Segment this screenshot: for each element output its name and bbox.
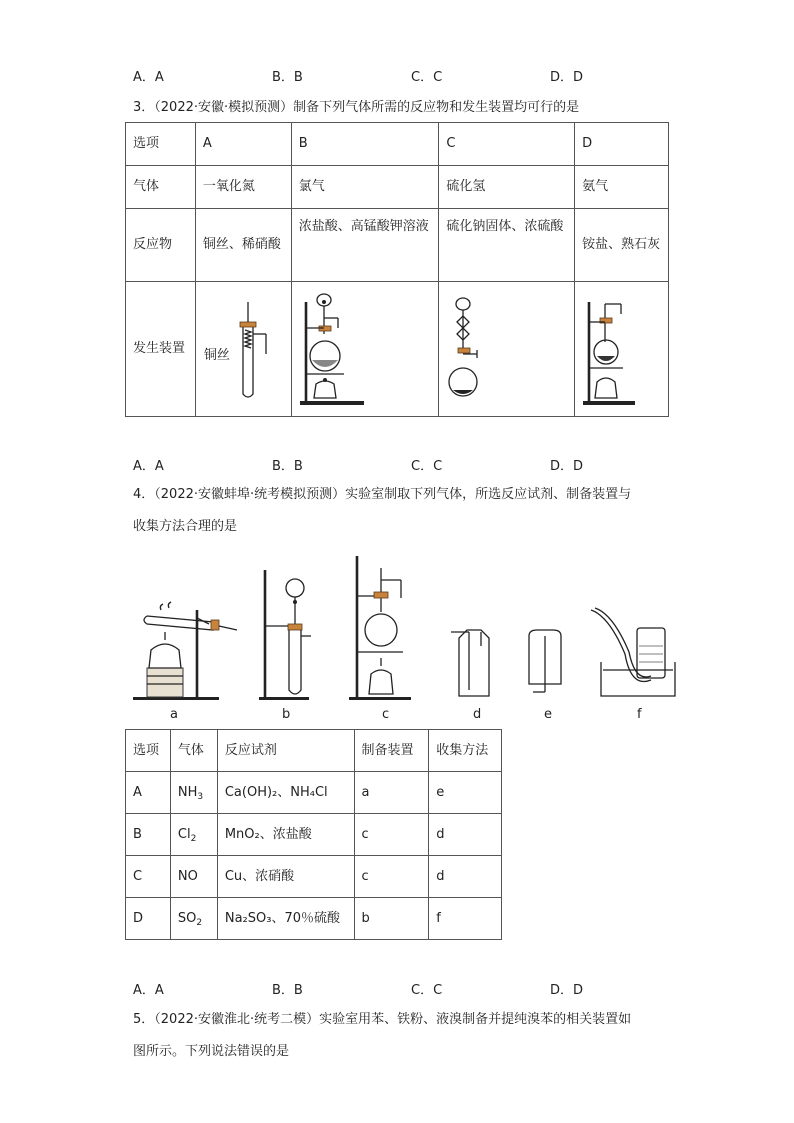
flask-funnel-burner-apparatus-b: [292, 282, 440, 412]
gas-formula: Cl: [177, 826, 191, 842]
table-row: [126, 856, 502, 898]
table-cell: [195, 282, 291, 417]
table-cell: D: [126, 898, 171, 940]
table-cell: [170, 772, 217, 814]
option-b[interactable]: B．B: [272, 70, 303, 85]
table-cell: d: [429, 814, 502, 856]
apparatus-d: [451, 630, 489, 696]
option-a[interactable]: A．A: [133, 983, 164, 998]
answer-options-q3: [133, 455, 693, 474]
gas-subscript: 3: [197, 791, 204, 802]
table-cell: 发生装置: [126, 282, 196, 417]
table-cell: [575, 282, 669, 417]
option-b[interactable]: B．B: [272, 459, 303, 474]
apparatus-e: [529, 630, 561, 692]
question-3-text: 3．（2022·安徽·模拟预测）制备下列气体所需的反应物和发生装置均可行的是: [133, 100, 580, 115]
table-cell: 铜丝、稀硝酸: [195, 209, 291, 282]
table-header-cell: D: [575, 123, 669, 166]
answer-options-q2: [133, 66, 693, 85]
table-cell: [170, 898, 217, 940]
table-cell: 气体: [126, 166, 196, 209]
table-row: [126, 123, 669, 166]
question-5-text-line2: 图所示。下列说法错误的是: [133, 1044, 290, 1059]
figure-label-c: c: [382, 707, 390, 722]
table-cell: 硫化氢: [439, 166, 575, 209]
table-cell: 一氧化氮: [195, 166, 291, 209]
option-c[interactable]: C．C: [411, 459, 443, 474]
gas-subscript: 2: [190, 833, 197, 844]
figure-label-d: d: [473, 707, 482, 722]
table-cell: B: [126, 814, 171, 856]
question-4-table: [125, 729, 502, 940]
apparatus-a: [133, 602, 237, 700]
table-cell: Na₂SO₃、70％硫酸: [217, 898, 354, 940]
table-header-cell: 选项: [126, 123, 196, 166]
table-cell: 浓盐酸、高锰酸钾溶液: [291, 209, 439, 282]
table-cell: Cu、浓硝酸: [217, 856, 354, 898]
apparatus-b: [259, 570, 311, 700]
table-cell: [291, 282, 439, 417]
gas-formula: NH: [177, 784, 198, 800]
table-cell: 硫化钠固体、浓硫酸: [439, 209, 575, 282]
table-header-cell: 气体: [170, 730, 217, 772]
table-row: [126, 898, 502, 940]
table-header-cell: 反应试剂: [217, 730, 354, 772]
table-cell: b: [354, 898, 429, 940]
table-row: [126, 282, 669, 417]
gas-formula: NO: [177, 868, 198, 884]
apparatus-figure: [125, 550, 685, 700]
apparatus-c: [349, 556, 411, 700]
gas-subscript: 2: [196, 917, 203, 928]
table-cell: 铵盐、熟石灰: [575, 209, 669, 282]
table-cell: [170, 814, 217, 856]
table-row: [126, 772, 502, 814]
table-header-cell: 选项: [126, 730, 171, 772]
table-cell: 氯气: [291, 166, 439, 209]
option-c[interactable]: C．C: [411, 983, 443, 998]
kipp-flask-apparatus-c: [439, 282, 575, 412]
option-b[interactable]: B．B: [272, 983, 303, 998]
table-cell: c: [354, 814, 429, 856]
table-cell: [170, 856, 217, 898]
table-cell: c: [354, 856, 429, 898]
table-cell: 反应物: [126, 209, 196, 282]
table-header-cell: C: [439, 123, 575, 166]
table-row: [126, 814, 502, 856]
table-cell: 氨气: [575, 166, 669, 209]
question-4-text-line2: 收集方法合理的是: [133, 519, 238, 534]
table-header-cell: B: [291, 123, 439, 166]
figure-label-e: e: [544, 707, 552, 722]
table-cell: a: [354, 772, 429, 814]
answer-options-q4: [133, 979, 693, 998]
table-row: [126, 166, 669, 209]
table-cell: f: [429, 898, 502, 940]
figure-label-a: a: [170, 707, 178, 722]
option-d[interactable]: D．D: [550, 983, 584, 998]
gas-formula: SO: [177, 910, 197, 926]
table-cell: C: [126, 856, 171, 898]
table-cell: [439, 282, 575, 417]
table-row: [126, 730, 502, 772]
table-cell: d: [429, 856, 502, 898]
question-4-text-line1: 4．（2022·安徽蚌埠·统考模拟预测）实验室制取下列气体，所选反应试剂、制备装置与: [133, 487, 632, 502]
table-header-cell: 收集方法: [429, 730, 502, 772]
option-d[interactable]: D．D: [550, 459, 584, 474]
test-tube-apparatus-a: [196, 282, 292, 412]
apparatus-f: [591, 608, 675, 696]
copper-wire-label: 铜丝: [203, 348, 230, 363]
option-d[interactable]: D．D: [550, 70, 584, 85]
table-header-cell: A: [195, 123, 291, 166]
flask-heating-apparatus-d: [575, 282, 669, 412]
option-a[interactable]: A．A: [133, 459, 164, 474]
table-cell: Ca(OH)₂、NH₄Cl: [217, 772, 354, 814]
table-cell: MnO₂、浓盐酸: [217, 814, 354, 856]
table-cell: e: [429, 772, 502, 814]
option-c[interactable]: C．C: [411, 70, 443, 85]
question-3-table: [125, 122, 669, 417]
option-a[interactable]: A．A: [133, 70, 164, 85]
question-5-text-line1: 5．（2022·安徽淮北·统考二模）实验室用苯、铁粉、液溴制备并提纯溴苯的相关装置如: [133, 1012, 632, 1027]
figure-label-f: f: [637, 707, 642, 722]
table-cell: A: [126, 772, 171, 814]
figure-label-b: b: [282, 707, 291, 722]
table-header-cell: 制备装置: [354, 730, 429, 772]
table-row: [126, 209, 669, 282]
